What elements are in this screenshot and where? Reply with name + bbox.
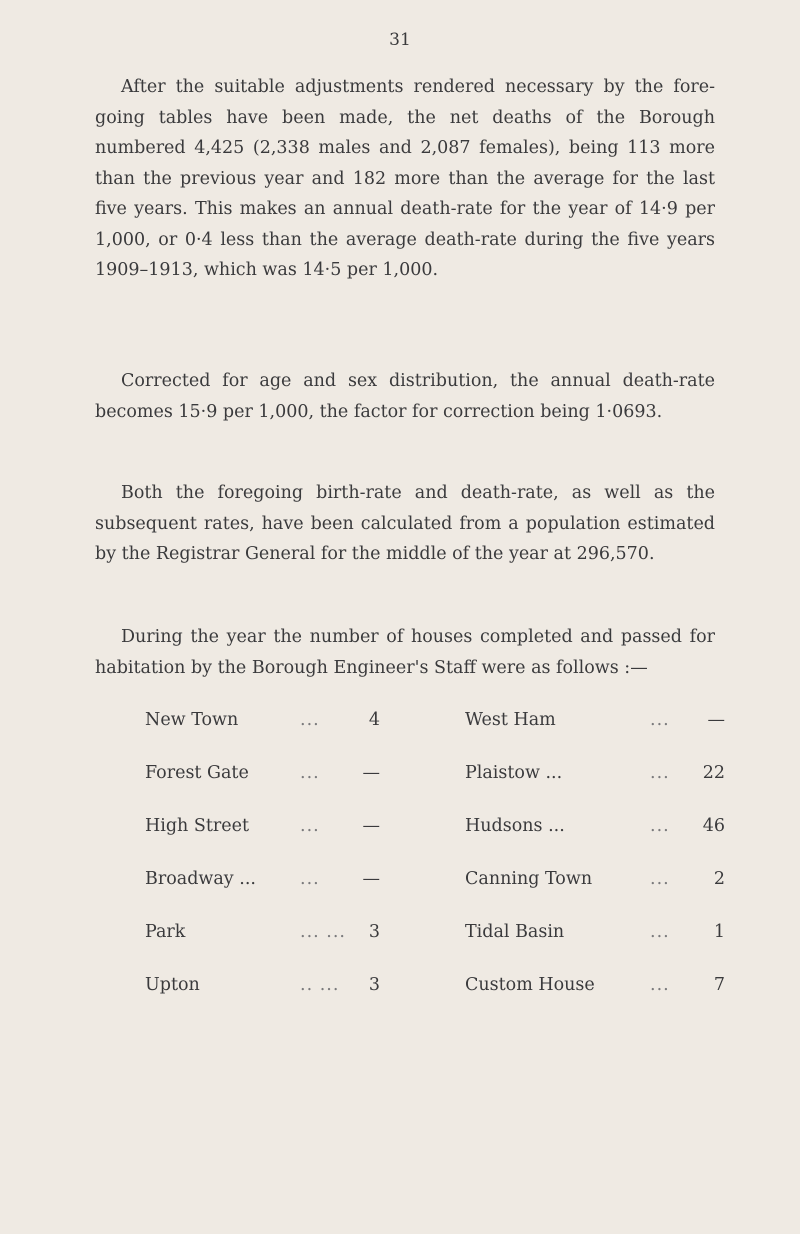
- leader-dots: ...: [650, 816, 670, 836]
- houses-table: [145, 710, 725, 1028]
- house-count: 2: [713, 869, 725, 889]
- house-count: —: [362, 816, 380, 836]
- table-row: [145, 922, 725, 975]
- leader-dots: ...: [650, 922, 670, 942]
- ward-name: Park: [145, 922, 186, 942]
- leader-dots: ...: [650, 710, 670, 730]
- ward-name: New Town: [145, 710, 239, 730]
- paragraph-corrected-rate: Corrected for age and sex distribution, the annual death-rate becomes 15·9 per 1,000, the factor for correction being 1·0693.: [95, 371, 715, 422]
- ward-name: Canning Town: [465, 869, 593, 889]
- leader-dots: ...: [300, 816, 320, 836]
- leader-dots: ...: [300, 710, 320, 730]
- ward-name: Tidal Basin: [465, 922, 565, 942]
- house-count: —: [362, 869, 380, 889]
- table-row: [145, 763, 725, 816]
- ward-name: Broadway ...: [145, 869, 256, 889]
- house-count: 1: [713, 922, 725, 942]
- leader-dots: ... ...: [300, 922, 346, 942]
- leader-dots: ...: [300, 763, 320, 783]
- table-row: [145, 975, 725, 1028]
- ward-name: Custom House: [465, 975, 595, 995]
- page-number: 31: [389, 30, 411, 50]
- leader-dots: ...: [650, 869, 670, 889]
- table-row: [145, 869, 725, 922]
- table-row: [145, 816, 725, 869]
- ward-name: Forest Gate: [145, 763, 249, 783]
- paragraph-population-estimate: Both the foregoing birth-rate and death-rate, as well as the subsequent rates, have been calculated from a population estimated by the Registrar General for the middle of the year at 296,570.: [95, 483, 715, 564]
- house-count: —: [707, 710, 725, 730]
- leader-dots: ...: [650, 763, 670, 783]
- ward-name: Plaistow ...: [465, 763, 563, 783]
- house-count: 3: [368, 975, 380, 995]
- leader-dots: ...: [650, 975, 670, 995]
- ward-name: High Street: [145, 816, 250, 836]
- ward-name: West Ham: [465, 710, 556, 730]
- house-count: 22: [702, 763, 725, 783]
- house-count: 3: [368, 922, 380, 942]
- paragraph-houses-intro: During the year the number of houses completed and passed for habitation by the Borough Engineer's Staff were as follows :—: [95, 627, 715, 678]
- house-count: 4: [368, 710, 380, 730]
- ward-name: Hudsons ...: [465, 816, 565, 836]
- leader-dots: .. ...: [300, 975, 340, 995]
- house-count: 7: [713, 975, 725, 995]
- house-count: 46: [702, 816, 725, 836]
- leader-dots: ...: [300, 869, 320, 889]
- ward-name: Upton: [145, 975, 200, 995]
- table-row: [145, 710, 725, 763]
- house-count: —: [362, 763, 380, 783]
- paragraph-net-deaths: After the suitable adjustments rendered necessary by the fore-going tables have been made, the net deaths of the Borough numbered 4,425 (2,338 males and 2,087 females), being 113 more than the previous year and 182 more than the average for the last five years. This makes an annual death-rate for the year of 14·9 per 1,000, or 0·4 less than the average death-rate during the five years 1909–1913, which was 14·5 per 1,000.: [95, 77, 715, 280]
